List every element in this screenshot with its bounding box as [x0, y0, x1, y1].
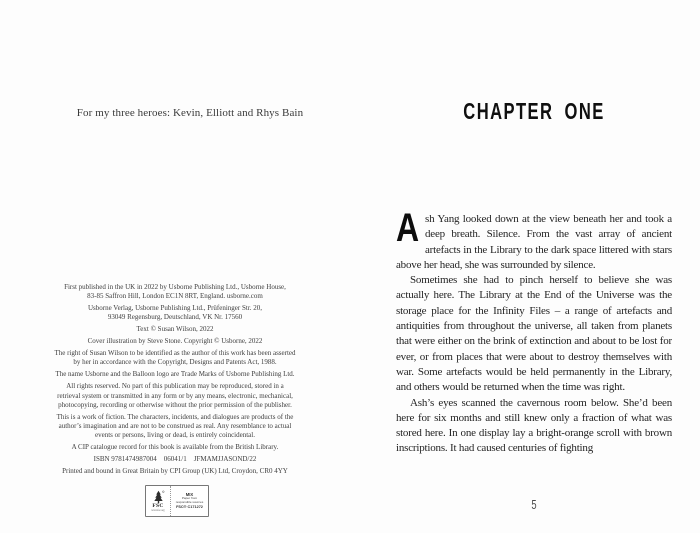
imprint-rights-reserved: All rights reserved. No part of this publication may be reproduced, stored in a retrieval system or transmitted in any form or by any means, electronic, mechanical, photocopying, recording or otherwise without the prior permission of the publisher. — [57, 382, 293, 409]
imprint-verlag: Usborne Verlag, Usborne Publishing Ltd., Prüfeninger Str. 20, 93049 Regensburg, Deutschland, VK Nr. 17560 — [87, 304, 263, 322]
imprint-cip: A CIP catalogue record for this book is available from the British Library. — [71, 443, 279, 452]
fsc-label — [145, 485, 209, 517]
imprint-publisher: First published in the UK in 2022 by Usborne Publishing Ltd., Usborne House, 83-85 Saffron Hill, London EC1N 8RT, England. usborne.com — [64, 283, 286, 301]
fsc-paper-source: Paper from responsible sources — [175, 496, 204, 504]
imprint-fiction-disclaimer: This is a work of fiction. The characters, incidents, and dialogues are products of the author’s imagination and are not to be construed as real. Any resemblance to actual events or persons, living or dead, is entirely coincidental. — [56, 412, 294, 440]
imprint-printer: Printed and bound in Great Britain by CPI Group (UK) Ltd, Croydon, CR0 4YY — [62, 466, 288, 475]
fsc-tree-icon — [152, 490, 165, 504]
page-number: 5 — [531, 497, 537, 512]
fsc-license-code: FSC® C171272 — [176, 504, 203, 509]
imprint-block — [0, 283, 350, 479]
fsc-certification-text — [170, 486, 208, 516]
paragraph-1 — [396, 212, 672, 273]
imprint-cover-copyright: Cover illustration by Steve Stone. Copyright © Usborne, 2022 — [87, 337, 263, 346]
body-text — [396, 212, 672, 490]
chapter-page — [350, 0, 700, 533]
fsc-wordmark: FSC — [152, 503, 164, 509]
dedication: For my three heroes: Kevin, Elliott and Rhys Bain — [76, 107, 304, 119]
imprint-trademark: The name Usborne and the Balloon logo are Trade Marks of Usborne Publishing Ltd. — [55, 370, 295, 379]
imprint-text-copyright: Text © Susan Wilson, 2022 — [136, 325, 214, 334]
paragraph-3: Ash’s eyes scanned the cavernous room below. She’d been here for six months and still knew only a fraction of what was stored here. In one display lay a bright-orange scroll with brown inscriptions. It had caused centuries of fighting — [396, 396, 672, 455]
imprint-author-right: The right of Susan Wilson to be identified as the author of this work has been asserted by her in accordance with the Copyright, Designs and Patents Act, 1988. — [54, 349, 296, 367]
fsc-logo — [146, 486, 170, 516]
paragraph-2: Sometimes she had to pinch herself to believe she was actually here. The Library at the End of the Universe was the storage place for the Infinity Files – a range of artefacts and antiquities from throughout the universe, all taken from planets that were either on the brink of extinction and about to be lost for ever, or from places that were about to destroy themselves with war. Some artefacts would be held permanently in the Library, and others would be returned when the time was right. — [396, 274, 672, 394]
fsc-url: www.fsc.org — [151, 509, 165, 512]
drop-cap: A — [396, 212, 419, 250]
chapter-title: CHAPTER ONE — [463, 98, 605, 124]
paragraph-1-text: sh Yang looked down at the view beneath her and took a deep breath. Silence. From the vast array of ancient artefacts in the Library to the dark space littered with stars above her head, she was surrounded by silence. — [396, 213, 672, 271]
fsc-mix-label: MIX — [185, 492, 194, 498]
imprint-isbn: ISBN 9781474987004 06041/1 JFMAMJJASOND/22 — [93, 455, 257, 464]
